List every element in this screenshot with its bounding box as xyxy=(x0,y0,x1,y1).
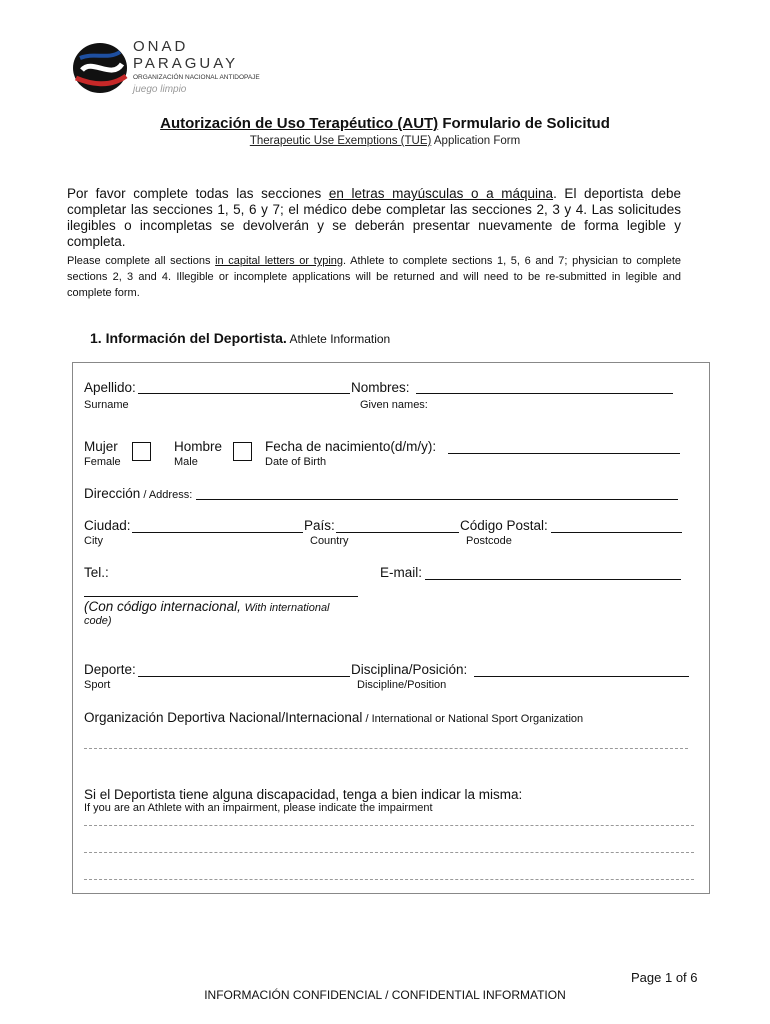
apellido-label: Apellido: xyxy=(84,380,136,395)
hombre-label: Hombre xyxy=(174,439,223,454)
dob-label: Date of Birth xyxy=(265,456,327,468)
sport-field[interactable] xyxy=(138,676,350,677)
section-1-title: 1. Información del Deportista. Athlete Information xyxy=(90,330,391,346)
pais-label: País: xyxy=(304,518,335,533)
disability-field-line-2[interactable] xyxy=(84,852,694,853)
postcode-label: Postcode xyxy=(466,535,512,547)
surname-label: Surname xyxy=(84,399,129,411)
given-names-field[interactable] xyxy=(416,393,673,394)
sport-label: Sport xyxy=(84,679,111,691)
country-label: Country xyxy=(310,535,349,547)
discipline-label: Discipline/Position xyxy=(357,679,447,691)
male-label: Male xyxy=(174,456,198,468)
disability-label: Si el Deportista tiene alguna discapacidad, tenga a bien indicar la misma: xyxy=(84,787,523,802)
city-field[interactable] xyxy=(132,532,303,533)
female-checkbox[interactable] xyxy=(132,442,151,461)
fecha-label: Fecha de nacimiento(d/m/y): xyxy=(265,439,437,454)
country-field[interactable] xyxy=(336,532,459,533)
logo-line2: PARAGUAY xyxy=(133,55,239,72)
disability-field-line-1[interactable] xyxy=(84,825,694,826)
confidential-footer: INFORMACIÓN CONFIDENCIAL / CONFIDENTIAL INFORMATION xyxy=(204,988,566,1002)
intl-code-note: (Con código internacional, With international xyxy=(84,599,330,614)
codigo-label: Código Postal: xyxy=(460,518,548,533)
mujer-label: Mujer xyxy=(84,439,118,454)
organization-field[interactable] xyxy=(84,748,688,749)
tel-label: Tel.: xyxy=(84,565,109,580)
nombres-label: Nombres: xyxy=(351,380,410,395)
email-label: E-mail: xyxy=(380,565,423,580)
surname-field[interactable] xyxy=(138,393,350,394)
given-names-label: Given names: xyxy=(360,399,428,411)
female-label: Female xyxy=(84,456,121,468)
page-title: Autorización de Uso Terapéutico (AUT) Formulario de Solicitud xyxy=(160,115,610,132)
ciudad-label: Ciudad: xyxy=(84,518,131,533)
organization-label: Organización Deportiva Nacional/Internacional / International or National Sport Organization xyxy=(84,710,584,725)
onad-logo-icon xyxy=(72,40,128,96)
intl-code-note-2: code) xyxy=(84,615,112,627)
direccion-label: Dirección / Address: xyxy=(84,486,193,501)
dob-field[interactable] xyxy=(448,453,680,454)
disciplina-label: Disciplina/Posición: xyxy=(351,662,468,677)
intro-english: Please complete all sections in capital letters or typing. Athlete to complete sections 1, 5, 6 and 7; physician to complete sections 2, 3 and 4. Illegible or incomplete applications will be returned and will need to be re-submitted in legible and complete form. xyxy=(67,255,681,299)
phone-field[interactable] xyxy=(84,596,358,597)
discipline-field[interactable] xyxy=(474,676,689,677)
city-label: City xyxy=(84,535,103,547)
disability-label-en: If you are an Athlete with an impairment, please indicate the impairment xyxy=(84,802,433,814)
email-field[interactable] xyxy=(425,579,681,580)
page-subtitle: Therapeutic Use Exemptions (TUE) Application Form xyxy=(249,135,521,147)
logo-org: ORGANIZACIÓN NACIONAL ANTIDOPAJE xyxy=(133,74,260,81)
deporte-label: Deporte: xyxy=(84,662,136,677)
male-checkbox[interactable] xyxy=(233,442,252,461)
logo-line1: ONAD xyxy=(133,38,189,55)
logo-slogan: juego limpio xyxy=(133,84,187,95)
disability-field-line-3[interactable] xyxy=(84,879,694,880)
page-number: Page 1 of 6 xyxy=(631,970,698,985)
postcode-field[interactable] xyxy=(551,532,682,533)
intro-spanish: Por favor complete todas las secciones en letras mayúsculas o a máquina. El deportista debe completar las secciones 1, 5, 6 y 7; el médico debe completar las secciones 2, 3 y 4. Las solicitudes ilegibles o incompletas se devolverán y se deberán presentar nuevamente de forma legible y completa. xyxy=(67,186,681,249)
address-field[interactable] xyxy=(196,499,678,500)
